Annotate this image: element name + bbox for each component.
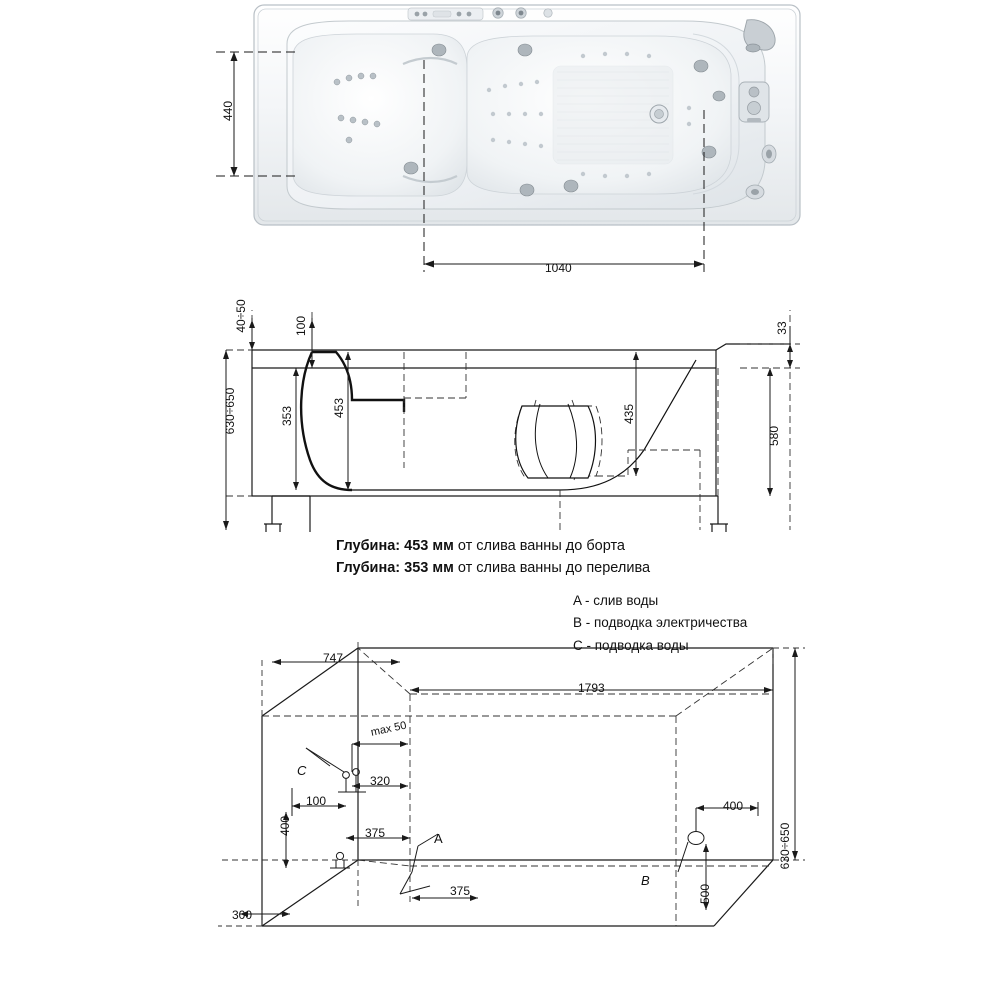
dimension-label-375-lower: 375 <box>450 884 471 898</box>
legend-item-b: B - подводка электричества <box>573 615 748 631</box>
isometric-view <box>0 620 1000 980</box>
depth-note-2-rest: от слива ванны до перелива <box>453 560 651 576</box>
depth-note-1-rest: от слива ванны до борта <box>453 538 625 554</box>
dimension-label-400-right: 400 <box>723 799 744 813</box>
dimension-label-453: 453 <box>332 397 346 419</box>
depth-note-2 <box>336 558 650 580</box>
depth-note-2-bold: Глубина: 353 мм <box>336 560 454 576</box>
dimension-label-500: 500 <box>698 883 712 905</box>
marker-a-label: A <box>434 831 443 846</box>
dimension-label-100: 100 <box>294 315 308 337</box>
dimension-label-320: 320 <box>370 774 391 788</box>
dimension-label-580: 580 <box>767 425 781 447</box>
depth-note-1 <box>336 536 625 558</box>
dimension-label-100-iso: 100 <box>306 794 327 808</box>
side-section-view <box>0 300 1000 560</box>
legend-item-c: C - подводка воды <box>573 637 689 653</box>
dimension-label-353: 353 <box>280 405 294 427</box>
dimension-label-630-650-side: 630÷650 <box>223 387 237 435</box>
dimension-label-1793: 1793 <box>578 681 605 695</box>
dimension-label-440: 440 <box>221 100 235 122</box>
dimension-label-375-upper: 375 <box>365 826 386 840</box>
dimension-label-33: 33 <box>775 321 789 335</box>
top-view-dimensions <box>0 0 1000 300</box>
depth-note-1-bold: Глубина: 453 мм <box>336 538 454 554</box>
dimension-label-400-left: 400 <box>278 815 292 837</box>
legend-item-a: A - слив воды <box>573 593 659 608</box>
dimension-label-40-50: 40÷50 <box>234 299 248 333</box>
dimension-label-435: 435 <box>622 403 636 425</box>
marker-b-label: B <box>641 873 650 888</box>
dimension-label-300: 300 <box>232 908 253 922</box>
dimension-label-max-50: max 50 <box>369 719 408 739</box>
dimension-label-630-650-iso: 630÷650 <box>778 822 792 870</box>
marker-c-label: C <box>297 763 307 778</box>
dimension-label-1040: 1040 <box>545 261 572 275</box>
dimension-label-747: 747 <box>323 651 344 665</box>
